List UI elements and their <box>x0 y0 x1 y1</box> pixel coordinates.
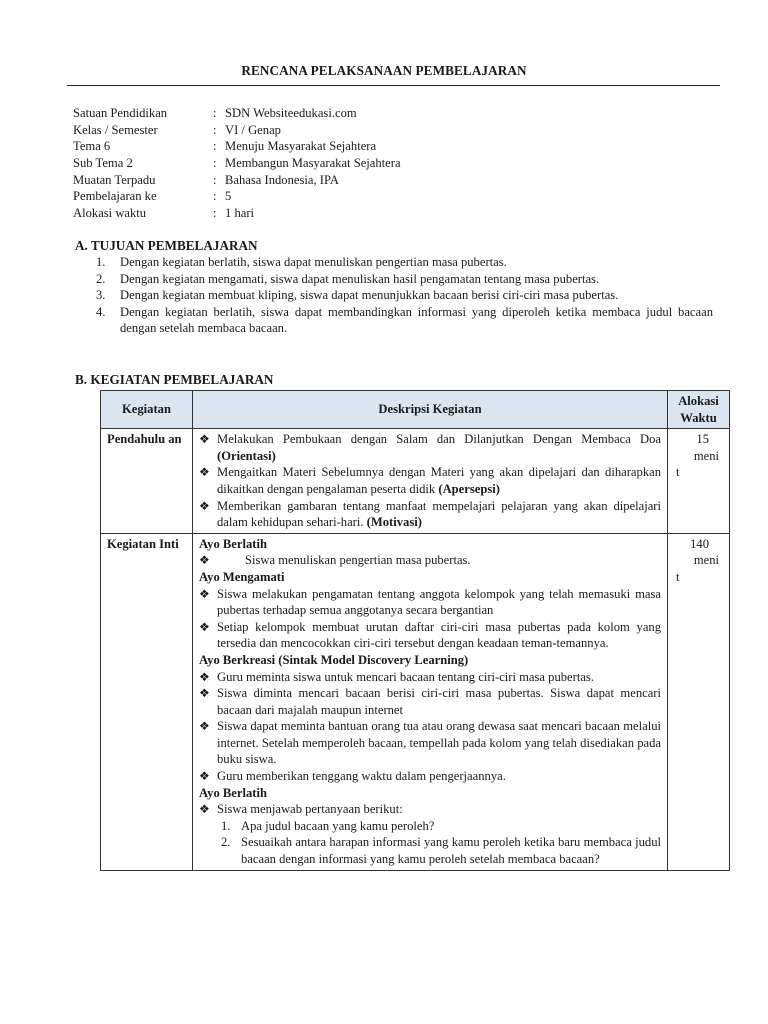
time-unit-end: t <box>676 465 680 480</box>
info-value: VI / Genap <box>225 122 281 137</box>
list-item <box>96 287 713 304</box>
list-number: 2. <box>96 271 106 286</box>
time-value: 140 <box>690 536 709 551</box>
time-allocation <box>668 429 730 534</box>
activity-description <box>193 533 668 870</box>
info-value: Membangun Masyarakat Sejahtera <box>225 156 401 171</box>
bullet-text: Siswa melakukan pengamatan tentang anggota kelompok yang telah memasuki masa pubertas terhadap semua anggotanya secara bergantian <box>217 586 661 618</box>
info-colon: : <box>213 189 217 204</box>
list-number: 1. <box>96 255 106 269</box>
list-item <box>199 586 661 619</box>
info-label: Satuan Pendidikan <box>73 106 168 120</box>
time-unit: meni <box>693 448 719 463</box>
list-text: Dengan kegiatan membuat kliping, siswa dapat menunjukkan bacaan berisi ciri-ciri masa pubertas. <box>120 288 619 303</box>
info-value: SDN Websiteedukasi.com <box>225 106 357 120</box>
info-label: Tema 6 <box>73 139 111 154</box>
list-item <box>96 254 713 271</box>
diamond-bullet-icon: ❖ <box>199 498 210 513</box>
info-value: Bahasa Indonesia, IPA <box>225 172 339 187</box>
info-row <box>73 138 401 155</box>
header-alokasi: Alokasi Waktu <box>668 391 730 429</box>
list-text: Dengan kegiatan mengamati, siswa dapat menuliskan hasil pengamatan tentang masa pubertas. <box>120 271 600 286</box>
title-underline <box>67 85 720 86</box>
list-item <box>96 271 713 288</box>
info-colon: : <box>213 172 217 187</box>
info-colon: : <box>213 139 217 154</box>
question-item <box>199 818 661 835</box>
list-number: 3. <box>96 288 106 303</box>
identity-block <box>73 105 401 222</box>
diamond-bullet-icon: ❖ <box>199 553 210 568</box>
activity-name: Kegiatan Inti <box>101 533 193 870</box>
list-item <box>199 801 661 818</box>
subsection-heading: Ayo Mengamati <box>199 569 285 584</box>
diamond-bullet-icon: ❖ <box>199 669 210 684</box>
diamond-bullet-icon: ❖ <box>199 719 210 734</box>
subsection-heading: Ayo Berkreasi (Sintak Model Discovery Learning) <box>199 652 469 667</box>
info-row <box>73 172 401 189</box>
bullet-text: Guru memberikan tenggang waktu dalam pengerjaannya. <box>217 769 506 784</box>
list-item <box>199 464 661 497</box>
bullet-tag: (Motivasi) <box>366 515 422 530</box>
section-b-heading: B. KEGIATAN PEMBELAJARAN <box>75 372 274 387</box>
question-number: 1. <box>221 818 231 833</box>
info-row <box>73 122 401 139</box>
list-item <box>199 685 661 718</box>
info-label: Sub Tema 2 <box>73 156 133 171</box>
info-label: Pembelajaran ke <box>73 189 157 204</box>
list-item <box>199 768 661 785</box>
info-row <box>73 105 401 122</box>
subsection-heading: Ayo Berlatih <box>199 785 267 800</box>
list-item <box>199 718 661 768</box>
info-label: Alokasi waktu <box>73 206 147 221</box>
list-item <box>199 669 661 686</box>
time-unit-end: t <box>676 569 680 584</box>
table-row <box>101 429 730 534</box>
diamond-bullet-icon: ❖ <box>199 586 210 601</box>
list-number: 4. <box>96 304 106 319</box>
bullet-text: Siswa menjawab pertanyaan berikut: <box>217 802 403 817</box>
list-text: Dengan kegiatan berlatih, siswa dapat membandingkan informasi yang diperoleh ketika membaca judul bacaan dengan setelah membaca bacaan. <box>120 304 713 336</box>
bullet-text: Guru meminta siswa untuk mencari bacaan tentang ciri-ciri masa pubertas. <box>217 669 594 684</box>
time-unit: meni <box>693 553 719 568</box>
diamond-bullet-icon: ❖ <box>199 432 210 447</box>
bullet-text: Siswa diminta mencari bacaan berisi ciri-ciri masa pubertas. Siswa dapat mencari bacaan dari majalah maupun internet <box>217 686 661 717</box>
activity-description <box>193 429 668 534</box>
bullet-plain: Memberikan gambaran tentang manfaat mempelajari pelajaran yang akan dipelajari dalam kehidupan sehari-hari. <box>217 498 661 530</box>
bullet-tag: (Apersepsi) <box>438 481 500 496</box>
info-colon: : <box>213 206 217 221</box>
header-deskripsi: Deskripsi Kegiatan <box>193 391 668 429</box>
list-item <box>199 552 661 569</box>
activities-table <box>100 390 730 871</box>
header-kegiatan: Kegiatan <box>101 391 193 429</box>
info-colon: : <box>213 106 217 120</box>
list-item <box>199 431 661 464</box>
question-text: Sesuaikah antara harapan informasi yang kamu peroleh ketika baru membaca judul bacaan dengan informasi yang kamu peroleh setelah membaca bacaan? <box>241 835 661 867</box>
info-row <box>73 205 401 222</box>
bullet-text <box>217 498 661 531</box>
info-row <box>73 155 401 172</box>
bullet-text: Siswa menuliskan pengertian masa pubertas. <box>245 553 471 568</box>
table-row <box>101 533 730 870</box>
info-value: 1 hari <box>225 206 255 221</box>
list-item <box>199 498 661 531</box>
list-text: Dengan kegiatan berlatih, siswa dapat menuliskan pengertian masa pubertas. <box>120 255 507 269</box>
subsection-heading: Ayo Berlatih <box>199 536 267 551</box>
info-value: Menuju Masyarakat Sejahtera <box>225 139 377 154</box>
list-item <box>199 619 661 652</box>
diamond-bullet-icon: ❖ <box>199 619 210 634</box>
table-header-row <box>101 391 730 429</box>
activity-name: Pendahulu an <box>101 429 193 534</box>
list-item <box>96 304 713 337</box>
bullet-text <box>217 431 661 464</box>
document-title: RENCANA PELAKSANAAN PEMBELAJARAN <box>241 63 527 78</box>
info-colon: : <box>213 122 217 137</box>
bullet-text: Setiap kelompok membuat urutan daftar ciri-ciri masa pubertas pada kolom yang tersedia dan mencocokkan ciri-ciri tersebut dengan keadaan teman-temannya. <box>217 619 661 651</box>
diamond-bullet-icon: ❖ <box>199 802 210 817</box>
info-colon: : <box>213 156 217 171</box>
info-label: Kelas / Semester <box>73 122 158 137</box>
time-allocation <box>668 533 730 870</box>
info-row <box>73 188 401 205</box>
bullet-tag: (Orientasi) <box>217 448 276 463</box>
bullet-text: Siswa dapat meminta bantuan orang tua atau orang dewasa saat mencari bacaan melalui internet. Setelah memperoleh bacaan, tempellah pada kolom yang telah disediakan pada buku siswa. <box>217 719 661 767</box>
learning-goals-list <box>96 254 713 337</box>
bullet-plain: Melakukan Pembukaan dengan Salam dan Dilanjutkan Dengan Membaca Doa <box>217 432 661 447</box>
info-value: 5 <box>225 189 232 204</box>
diamond-bullet-icon: ❖ <box>199 686 210 701</box>
time-value: 15 <box>696 432 709 447</box>
section-a-heading: A. TUJUAN PEMBELAJARAN <box>75 238 258 253</box>
diamond-bullet-icon: ❖ <box>199 769 210 784</box>
question-item <box>199 834 661 867</box>
diamond-bullet-icon: ❖ <box>199 465 210 480</box>
question-text: Apa judul bacaan yang kamu peroleh? <box>241 818 435 833</box>
info-label: Muatan Terpadu <box>73 172 156 187</box>
bullet-plain: Mengaitkan Materi Sebelumnya dengan Materi yang akan dipelajari dan diharapkan dikaitkan dengan pengalaman peserta didik <box>217 465 661 496</box>
bullet-text <box>217 464 661 497</box>
question-number: 2. <box>221 835 231 850</box>
